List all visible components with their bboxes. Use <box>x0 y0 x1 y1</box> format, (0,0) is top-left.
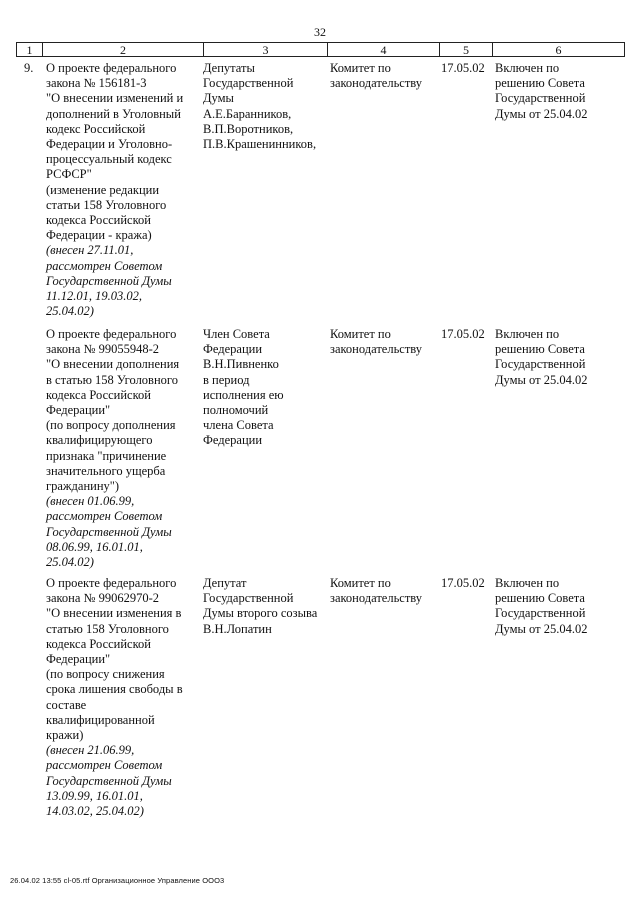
entry-number <box>24 61 42 76</box>
header-cell-2: 2 <box>42 42 203 57</box>
committee-line: законодательству <box>330 591 423 606</box>
bill-author-line: В.Н.Лопатин <box>203 621 272 636</box>
decision-line: Включен по <box>495 327 560 341</box>
bill-author-line: члена Совета <box>203 418 274 433</box>
decision-line: Государственной <box>495 606 586 621</box>
bill-title-line: Федерации - кража) <box>46 228 152 243</box>
page-number: 32 <box>314 25 326 39</box>
responsible-committee <box>330 327 438 357</box>
bill-history-line: 08.06.99, 16.01.01, <box>46 539 143 554</box>
decision-line: Государственной <box>495 91 586 106</box>
bill-title-line: Федерации и Уголовно- <box>46 137 173 152</box>
review-date <box>441 576 491 591</box>
bill-title-line: в статью 158 Уголовного <box>46 372 178 387</box>
header-cell-3: 3 <box>203 42 327 57</box>
bill-title-line: Федерации" <box>46 652 111 667</box>
bill-title-line: (изменение редакции <box>46 182 160 197</box>
council-decision <box>495 327 615 388</box>
bill-author-line: Федерации <box>203 342 263 357</box>
bill-author <box>203 576 327 637</box>
bill-history-line: (внесен 27.11.01, <box>46 243 134 258</box>
bill-author-line: Думы второго созыва <box>203 606 318 621</box>
decision-line: Государственной <box>495 357 586 372</box>
bill-history-line: 11.12.01, 19.03.02, <box>46 289 142 304</box>
bill-title-line: гражданину") <box>46 479 120 494</box>
bill-history-line: (внесен 21.06.99, <box>46 743 135 758</box>
decision-line: Включен по <box>495 61 560 75</box>
bill-author-line: Депутат <box>203 576 247 590</box>
bill-author-line: В.Н.Пивненко <box>203 357 279 372</box>
committee-line: Комитет по <box>330 576 391 590</box>
bill-title-line: значительного ущерба <box>46 463 166 478</box>
bill-history-line: рассмотрен Советом <box>46 258 163 273</box>
review-date <box>441 327 491 342</box>
bill-title <box>46 576 198 819</box>
bill-author-line: Член Совета <box>203 327 270 341</box>
bill-author-line: Государственной <box>203 591 294 606</box>
review-date-text: 17.05.02 <box>441 327 485 341</box>
decision-line: Думы от 25.04.02 <box>495 621 588 636</box>
council-decision <box>495 61 615 122</box>
bill-author <box>203 327 327 449</box>
bill-title-line: процессуальный кодекс <box>46 152 172 167</box>
bill-title-line: О проекте федерального <box>46 61 177 75</box>
bill-title-line: кодекс Российской <box>46 121 146 136</box>
bill-history-line: рассмотрен Советом <box>46 758 163 773</box>
decision-line: Думы от 25.04.02 <box>495 106 588 121</box>
bill-title <box>46 61 198 319</box>
responsible-committee <box>330 576 438 606</box>
bill-title-line: закона № 99062970-2 <box>46 591 160 606</box>
bill-history-line: Государственной Думы <box>46 773 172 788</box>
bill-title-line: Федерации" <box>46 403 111 418</box>
bill-author-line: А.Е.Баранников, <box>203 106 292 121</box>
bill-title-line: "О внесении дополнения <box>46 357 180 372</box>
bill-author-line: П.В.Крашенинников, <box>203 137 317 152</box>
header-cell-4: 4 <box>327 42 439 57</box>
bill-title-line: признака "причинение <box>46 448 167 463</box>
bill-title-line: статью 158 Уголовного <box>46 621 169 636</box>
committee-line: Комитет по <box>330 327 391 341</box>
bill-title <box>46 327 198 570</box>
responsible-committee <box>330 61 438 91</box>
bill-title-line: кодекса Российской <box>46 213 151 228</box>
decision-line: решению Совета <box>495 342 585 357</box>
bill-title-line: закона № 99055948-2 <box>46 342 160 357</box>
bill-author-line: в период <box>203 372 250 387</box>
table-header <box>16 42 625 57</box>
bill-title-line: "О внесении изменений и <box>46 91 184 106</box>
bill-history-line: 13.09.99, 16.01.01, <box>46 788 143 803</box>
bill-author-line: В.П.Воротников, <box>203 121 294 136</box>
decision-line: Думы от 25.04.02 <box>495 372 588 387</box>
bill-history-line: Государственной Думы <box>46 524 172 539</box>
entry-number-text: 9. <box>24 61 34 75</box>
bill-title-line: (по вопросу снижения <box>46 667 165 682</box>
council-decision <box>495 576 615 637</box>
header-cell-6: 6 <box>492 42 625 57</box>
bill-title-line: О проекте федерального <box>46 576 177 590</box>
bill-author-line: исполнения ею <box>203 387 284 402</box>
bill-title-line: кодекса Российской <box>46 387 151 402</box>
bill-history-line: 25.04.02) <box>46 555 94 570</box>
bill-author-line: Государственной <box>203 76 294 91</box>
bill-title-line: РСФСР" <box>46 167 92 182</box>
header-cell-1: 1 <box>16 42 42 57</box>
bill-history-line: 14.03.02, 25.04.02) <box>46 804 144 819</box>
committee-line: законодательству <box>330 342 423 357</box>
bill-author-line: Депутаты <box>203 61 255 75</box>
bill-history-line: рассмотрен Советом <box>46 509 163 524</box>
bill-title-line: срока лишения свободы в <box>46 682 183 697</box>
committee-line: Комитет по <box>330 61 391 75</box>
decision-line: Включен по <box>495 576 560 590</box>
bill-title-line: статьи 158 Уголовного <box>46 197 167 212</box>
bill-title-line: квалифицированной <box>46 712 155 727</box>
review-date-text: 17.05.02 <box>441 61 485 75</box>
review-date <box>441 61 491 76</box>
bill-history-line: (внесен 01.06.99, <box>46 494 135 509</box>
committee-line: законодательству <box>330 76 423 91</box>
bill-title-line: квалифицирующего <box>46 433 153 448</box>
review-date-text: 17.05.02 <box>441 576 485 590</box>
bill-title-line: О проекте федерального <box>46 327 177 341</box>
bill-title-line: "О внесении изменения в <box>46 606 182 621</box>
bill-title-line: составе <box>46 697 87 712</box>
bill-title-line: дополнений в Уголовный <box>46 106 181 121</box>
bill-author-line: Думы <box>203 91 234 106</box>
decision-line: решению Совета <box>495 591 585 606</box>
bill-history-line: 25.04.02) <box>46 304 94 319</box>
bill-title-line: (по вопросу дополнения <box>46 418 176 433</box>
header-cell-5: 5 <box>439 42 492 57</box>
bill-title-line: кражи) <box>46 728 84 743</box>
bill-history-line: Государственной Думы <box>46 273 172 288</box>
bill-author <box>203 61 327 152</box>
footer: 26.04.02 13:55 cl-05.rtf Организационное Управление ООО3 <box>10 876 225 885</box>
bill-author-line: полномочий <box>203 403 269 418</box>
bill-title-line: закона № 156181-3 <box>46 76 147 91</box>
bill-author-line: Федерации <box>203 433 263 448</box>
decision-line: решению Совета <box>495 76 585 91</box>
bill-title-line: кодекса Российской <box>46 636 151 651</box>
